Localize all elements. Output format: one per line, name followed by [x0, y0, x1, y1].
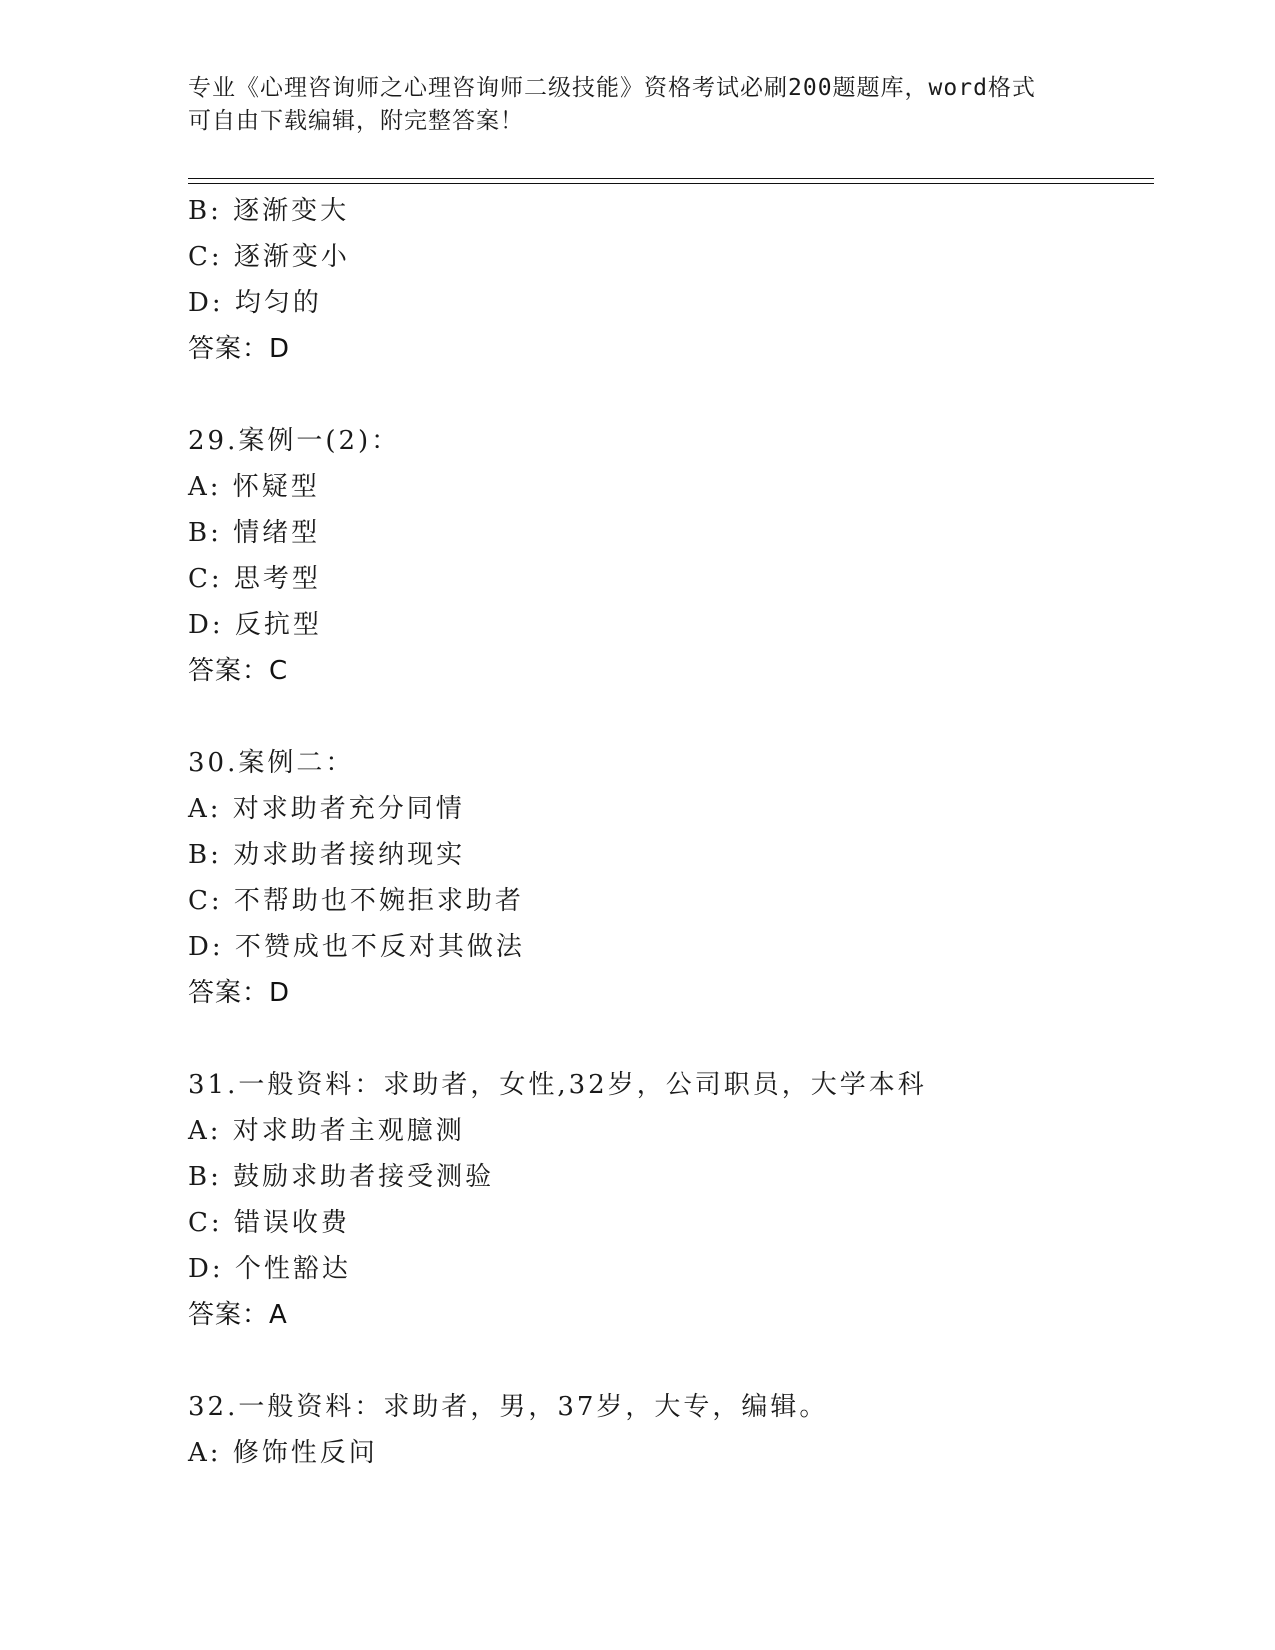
- option-b: B: 劝求助者接纳现实: [188, 840, 466, 870]
- question-block-32: [188, 1384, 1154, 1476]
- option-c: C: 不帮助也不婉拒求助者: [188, 886, 524, 916]
- spacer: [188, 1016, 1154, 1062]
- question-block-28: [188, 188, 1154, 372]
- question-stem: 31.一般资料：求助者，女性,32岁，公司职员，大学本科: [188, 1070, 927, 1100]
- answer-line: 答案：C: [188, 656, 289, 686]
- question-list: [188, 188, 1154, 1476]
- question-stem: 32.一般资料：求助者，男，37岁，大专，编辑。: [188, 1392, 829, 1422]
- answer-line: 答案：A: [188, 1300, 288, 1330]
- question-block-29: [188, 418, 1154, 694]
- option-c: C: 逐渐变小: [188, 242, 350, 272]
- option-d: D: 个性豁达: [188, 1254, 351, 1284]
- option-d: D: 不赞成也不反对其做法: [188, 932, 525, 962]
- option-a: A: 修饰性反问: [188, 1438, 378, 1468]
- option-c: C: 思考型: [188, 564, 321, 594]
- answer-line: 答案：D: [188, 334, 291, 364]
- option-b: B: 逐渐变大: [188, 196, 350, 226]
- question-stem: 29.案例一(2)：: [188, 426, 401, 456]
- option-b: B: 情绪型: [188, 518, 321, 548]
- option-c: C: 错误收费: [188, 1208, 350, 1238]
- option-a: A: 对求助者充分同情: [188, 794, 465, 824]
- option-a: A: 对求助者主观臆测: [188, 1116, 465, 1146]
- question-block-31: [188, 1062, 1154, 1338]
- spacer: [188, 694, 1154, 740]
- option-a: A: 怀疑型: [188, 472, 320, 502]
- option-d: D: 反抗型: [188, 610, 322, 640]
- option-b: B: 鼓励求助者接受测验: [188, 1162, 495, 1192]
- header-divider-top: [188, 178, 1154, 179]
- answer-line: 答案：D: [188, 978, 291, 1008]
- document-header: [188, 72, 1088, 138]
- option-d: D: 均匀的: [188, 288, 322, 318]
- spacer: [188, 1338, 1154, 1384]
- question-block-30: [188, 740, 1154, 1016]
- header-divider-bottom: [188, 183, 1154, 184]
- question-stem: 30.案例二：: [188, 748, 355, 778]
- spacer: [188, 372, 1154, 418]
- header-line-1: 专业《心理咨询师之心理咨询师二级技能》资格考试必刷200题题库，word格式: [188, 75, 1036, 101]
- header-line-2: 可自由下载编辑，附完整答案！: [188, 108, 524, 134]
